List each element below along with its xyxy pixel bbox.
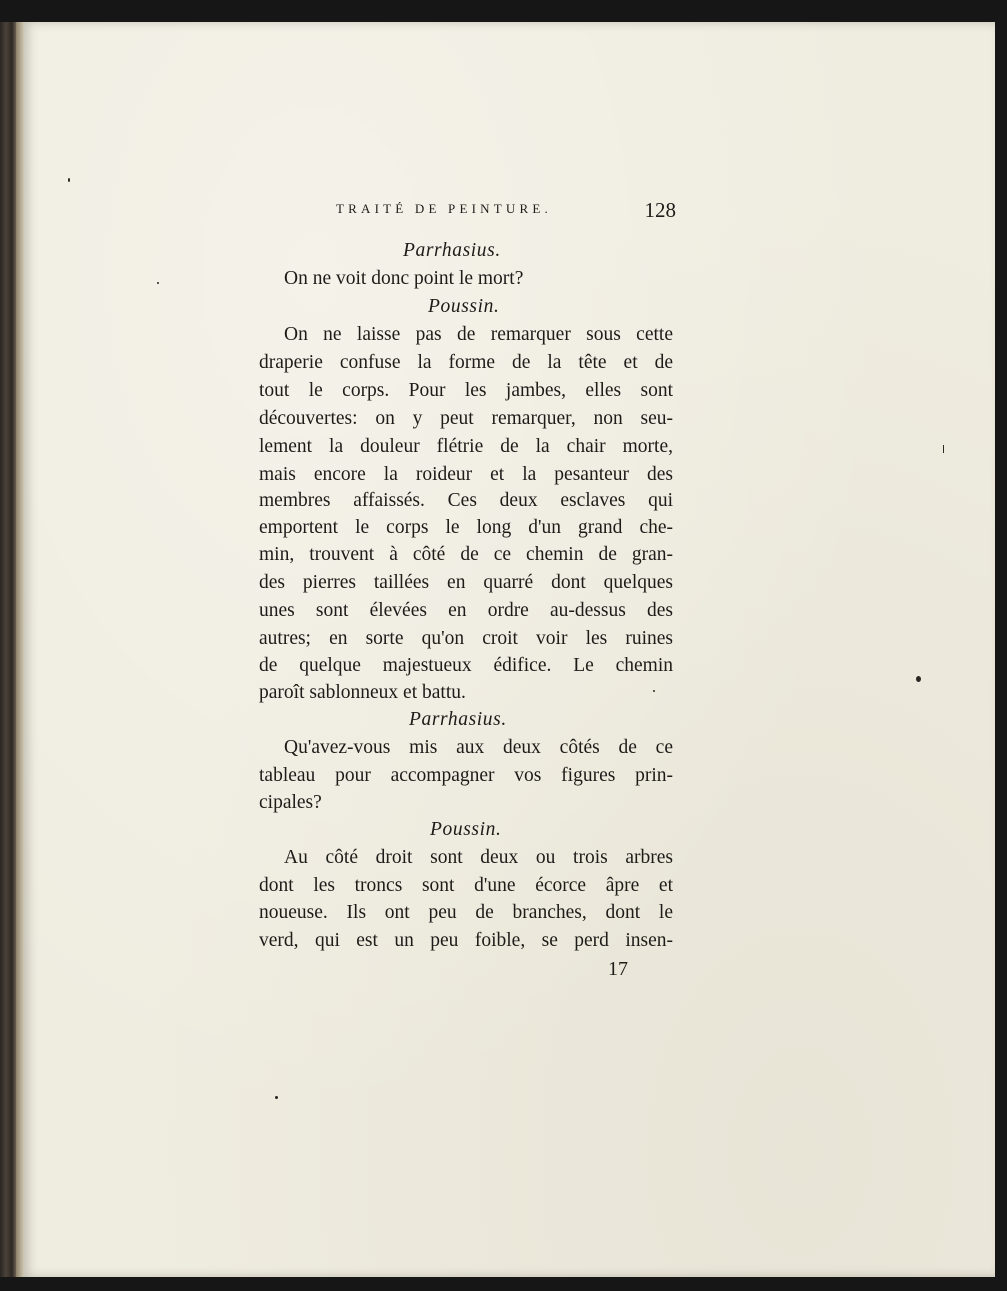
signature-mark: 17 bbox=[608, 958, 628, 980]
text-line: lement la douleur flétrie de la chair morte, bbox=[259, 436, 673, 457]
ink-speck bbox=[916, 676, 921, 682]
speaker-heading: Parrhasius. bbox=[409, 709, 507, 730]
text-line: On ne laisse pas de remarquer sous cette bbox=[284, 324, 673, 345]
text-line: mais encore la roideur et la pesanteur des bbox=[259, 464, 673, 485]
text-line: draperie confuse la forme de la tête et de bbox=[259, 352, 673, 373]
running-head bbox=[336, 198, 676, 225]
speaker-heading: Poussin. bbox=[430, 819, 502, 840]
page-gutter-edge bbox=[16, 22, 24, 1277]
text-line: tableau pour accompagner vos figures prin- bbox=[259, 765, 673, 786]
text-line: Au côté droit sont deux ou trois arbres bbox=[284, 847, 673, 868]
text-line: paroît sablonneux et battu. bbox=[259, 682, 466, 703]
text-line: min, trouvent à côté de ce chemin de gran- bbox=[259, 544, 673, 565]
text-line: autres; en sorte qu'on croit voir les ruines bbox=[259, 628, 673, 649]
text-line: tout le corps. Pour les jambes, elles sont bbox=[259, 380, 673, 401]
speaker-heading: Poussin. bbox=[428, 296, 500, 317]
text-line: emportent le corps le long d'un grand che- bbox=[259, 517, 673, 538]
text-line: noueuse. Ils ont peu de branches, dont le bbox=[259, 902, 673, 923]
text-line: Qu'avez-vous mis aux deux côtés de ce bbox=[284, 737, 673, 758]
text-line: dont les troncs sont d'une écorce âpre et bbox=[259, 875, 673, 896]
speaker-heading: Parrhasius. bbox=[403, 240, 501, 261]
ink-speck bbox=[275, 1096, 278, 1099]
text-line: cipales? bbox=[259, 792, 322, 813]
text-line: On ne voit donc point le mort? bbox=[284, 268, 524, 289]
text-line: unes sont élevées en ordre au-dessus des bbox=[259, 600, 673, 621]
ink-speck bbox=[943, 445, 944, 453]
text-line: verd, qui est un peu foible, se perd insen- bbox=[259, 930, 673, 951]
text-line: membres affaissés. Ces deux esclaves qui bbox=[259, 490, 673, 511]
text-line: découvertes: on y peut remarquer, non seu- bbox=[259, 408, 673, 429]
ink-speck bbox=[157, 282, 159, 284]
page-number: 128 bbox=[644, 198, 676, 222]
ink-speck bbox=[68, 178, 70, 182]
text-line: des pierres taillées en quarré dont quelques bbox=[259, 572, 673, 593]
ink-speck bbox=[653, 690, 655, 692]
running-title: TRAITÉ DE PEINTURE. bbox=[336, 201, 552, 216]
text-line: de quelque majestueux édifice. Le chemin bbox=[259, 655, 673, 676]
